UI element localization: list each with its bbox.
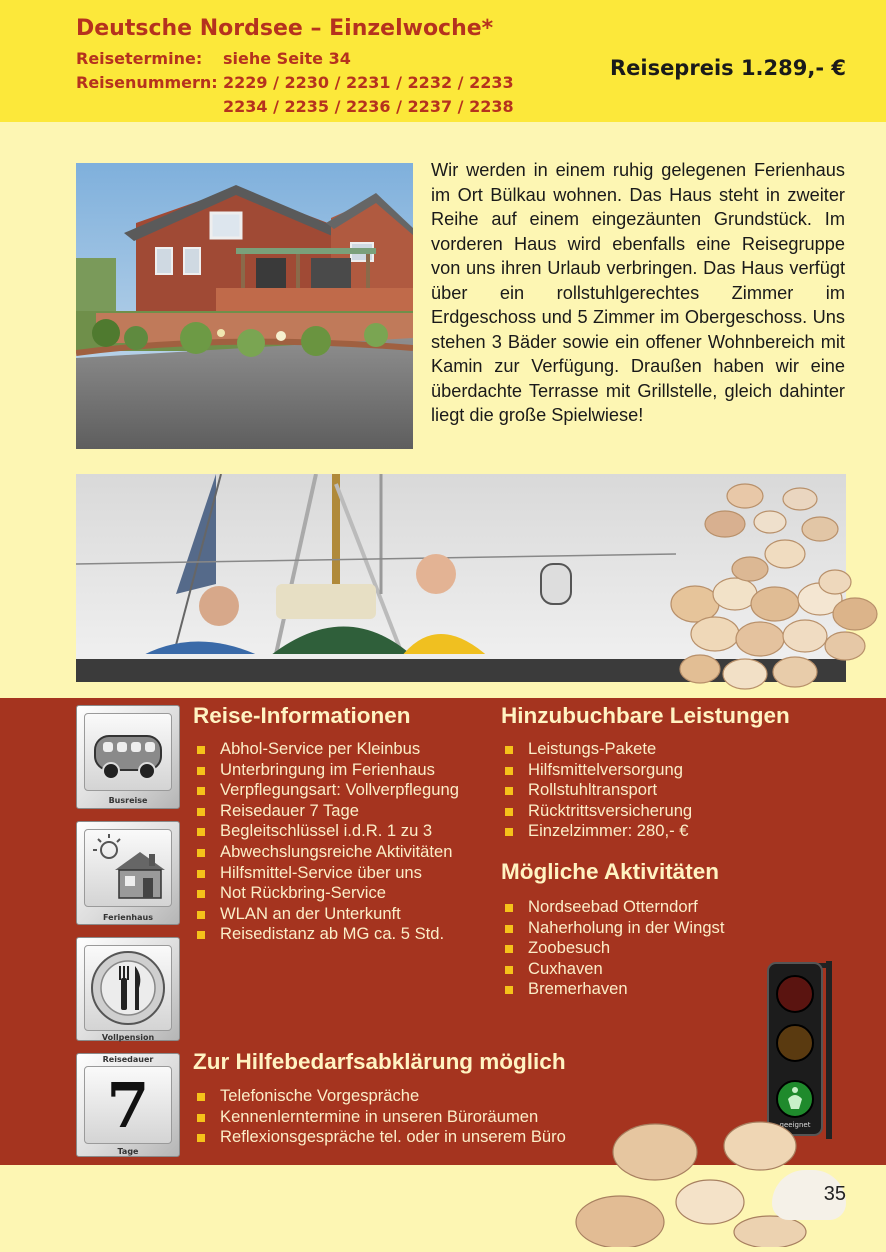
list-item: Cuxhaven — [505, 959, 724, 980]
duration-caption-top: Reisedauer — [102, 1055, 154, 1064]
list-item: Nordseebad Otterndorf — [505, 897, 724, 918]
traffic-light-label: geeignet — [779, 1121, 811, 1129]
list-item: Einzelzimmer: 280,- € — [505, 821, 692, 842]
hinzubuchbar-list — [505, 739, 692, 842]
list-item: Zoobesuch — [505, 938, 724, 959]
list-item: Kennenlerntermine in unseren Büroräumen — [197, 1107, 566, 1128]
bottom-seashells-decoration — [560, 1110, 886, 1247]
trip-duration-badge — [76, 1053, 180, 1157]
page-number: 35 — [823, 1183, 846, 1205]
reise-info-heading: Reise-Informationen — [193, 703, 411, 728]
list-item: Bremerhaven — [505, 979, 724, 1000]
header-band — [0, 0, 886, 122]
aktivitaeten-heading: Mögliche Aktivitäten — [501, 859, 719, 884]
numbers-label: Reisenummern: — [76, 73, 218, 92]
bus-travel-badge — [76, 705, 180, 809]
list-item: Leistungs-Pakete — [505, 739, 692, 760]
list-item: Telefonische Vorgespräche — [197, 1086, 566, 1107]
duration-caption-bottom: Tage — [117, 1147, 139, 1156]
list-item: Rücktrittsversicherung — [505, 801, 692, 822]
list-item: WLAN an der Unterkunft — [197, 904, 459, 925]
list-item: Reflexionsgespräche tel. oder in unserem Büro — [197, 1127, 566, 1148]
list-item: Hilfsmittel-Service über uns — [197, 863, 459, 884]
list-item: Reisedistanz ab MG ca. 5 Std. — [197, 924, 459, 945]
bus-icon — [84, 713, 172, 791]
full-board-badge — [76, 937, 180, 1041]
reise-info-list — [197, 739, 459, 945]
hinzubuchbar-heading: Hinzubuchbare Leistungen — [501, 703, 790, 728]
house-icon — [84, 829, 172, 907]
bus-caption: Busreise — [108, 796, 148, 805]
aktivitaeten-list — [505, 897, 724, 1000]
list-item: Verpflegungsart: Vollverpflegung — [197, 780, 459, 801]
list-item: Hilfsmittelversorgung — [505, 760, 692, 781]
holiday-house-badge — [76, 821, 180, 925]
trip-numbers-line-2: 2234 / 2235 / 2236 / 2237 / 2238 — [223, 97, 514, 116]
trip-numbers-line-1: 2229 / 2230 / 2231 / 2232 / 2233 — [223, 73, 514, 92]
dates-label: Reisetermine: — [76, 49, 203, 68]
house-caption: Ferienhaus — [103, 913, 153, 922]
trip-title: Deutsche Nordsee – Einzelwoche* — [76, 16, 494, 41]
hilfebedarf-heading: Zur Hilfebedarfsabklärung möglich — [193, 1049, 566, 1074]
plate-caption: Vollpension — [101, 1033, 155, 1042]
duration-days-icon — [84, 1066, 172, 1144]
list-item: Abwechslungsreiche Aktivitäten — [197, 842, 459, 863]
dates-value: siehe Seite 34 — [223, 49, 351, 68]
hilfebedarf-list — [197, 1086, 566, 1148]
list-item: Reisedauer 7 Tage — [197, 801, 459, 822]
list-item: Unterbringung im Ferienhaus — [197, 760, 459, 781]
list-item: Begleitschlüssel i.d.R. 1 zu 3 — [197, 821, 459, 842]
list-item: Not Rückbring-Service — [197, 883, 459, 904]
seashells-decoration — [655, 474, 886, 698]
list-item: Abhol-Service per Kleinbus — [197, 739, 459, 760]
list-item: Rollstuhltransport — [505, 780, 692, 801]
holiday-house-photo — [76, 163, 413, 449]
plate-cutlery-icon — [84, 945, 172, 1031]
duration-number: 7 — [106, 1069, 150, 1142]
trip-price: Reisepreis 1.289,- € — [609, 56, 846, 80]
intro-paragraph: Wir werden in einem ruhig gelegenen Ferienhaus im Ort Bülkau wohnen. Das Haus steht in zweiter Reihe auf einem eingezäunten Grundstück. Im vorderen Haus wird ebenfalls eine Reisegruppe von uns ihren Urlaub verbringen. Das Haus verfügt über ein rollstuhlgerechtes Zimmer im Erdgeschoss und 5 Zimmer im Obergeschoss. Uns stehen 3 Bäder sowie ein offener Wohnbereich mit Kamin zur Verfügung. Draußen haben wir eine überdachte Terrasse mit Grillstelle, gleich dahinter liegt die große Spielwiese! — [431, 160, 845, 425]
list-item: Naherholung in der Wingst — [505, 918, 724, 939]
